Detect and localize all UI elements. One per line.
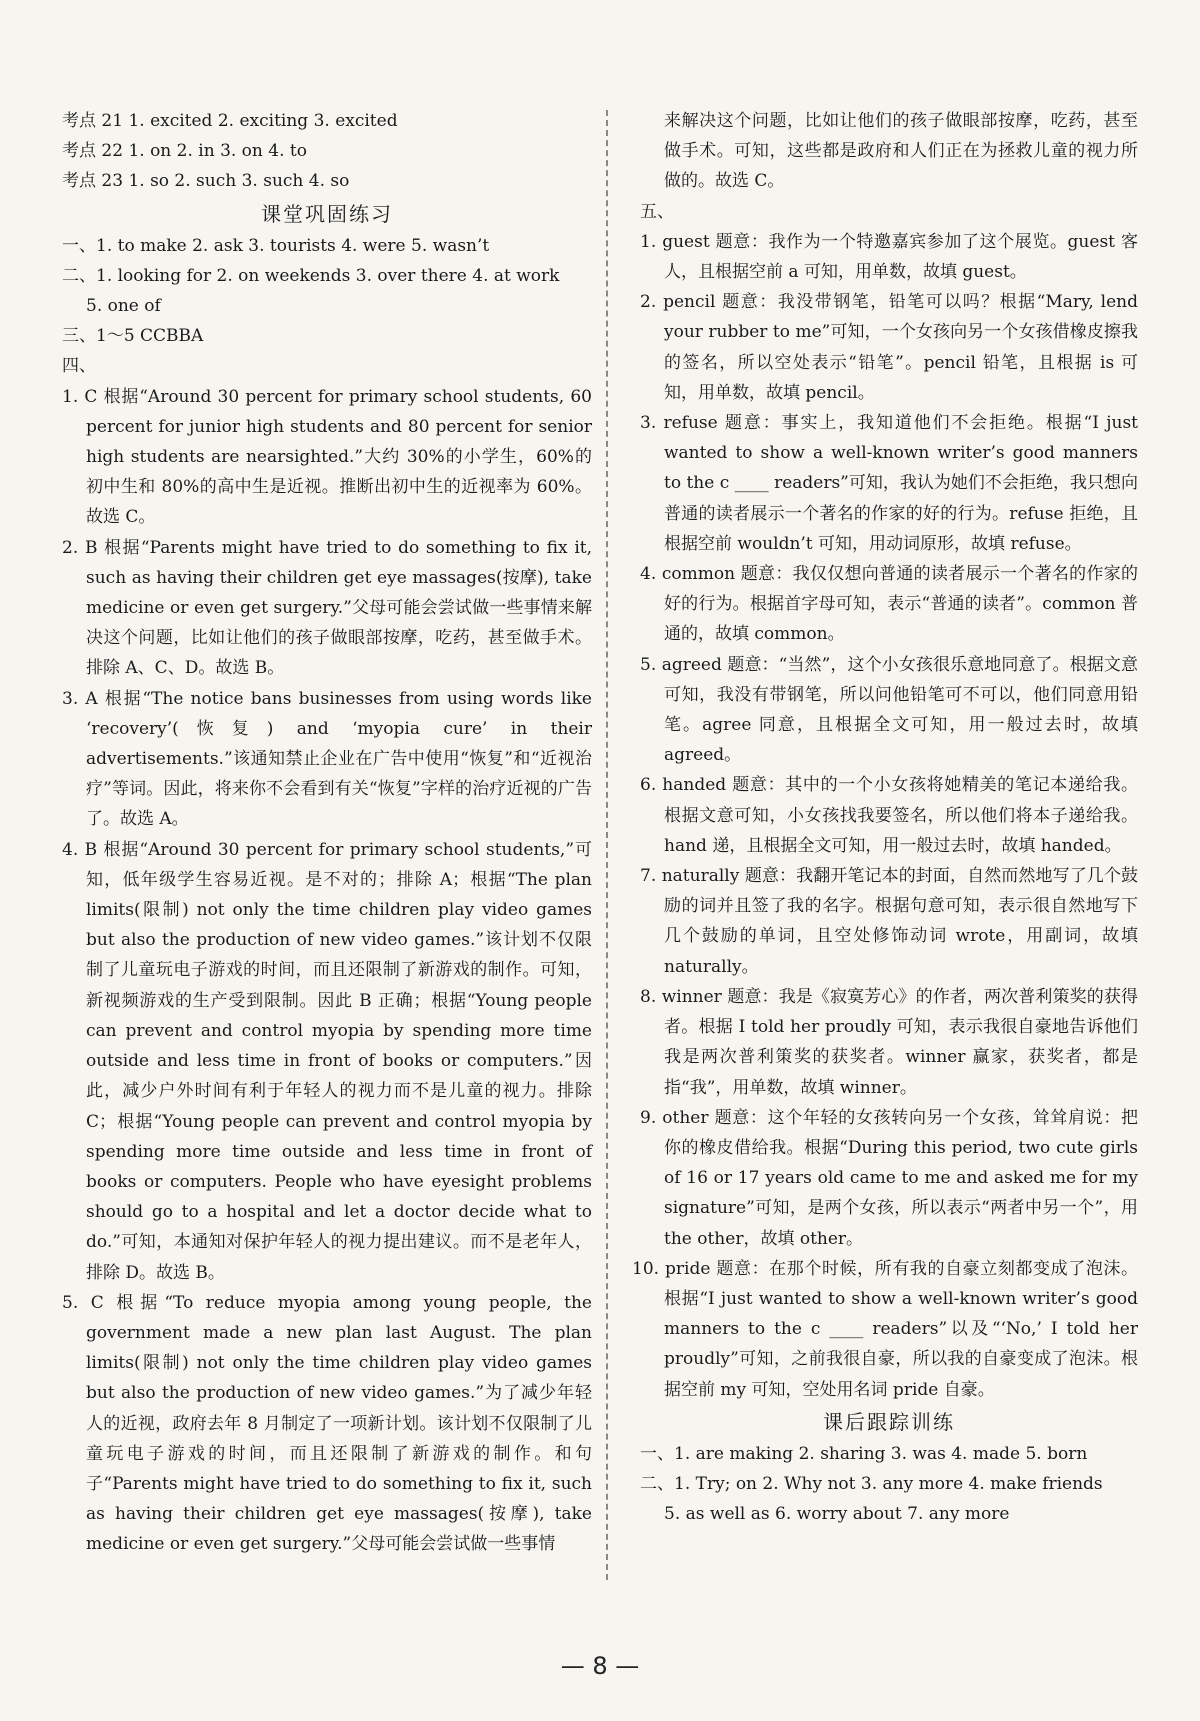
answer-line-part-2-cont: 5. one of bbox=[86, 296, 161, 317]
explanation-item-1: 1. C 根据“Around 30 percent for primary school students, 60 percent for junior high students and 80 percent for senior high students are nearsighted.”大约 30%的小学生，60%的初中生和 80%的高中生是近视。推断出初中生的近视率为 60%。故选 C。 bbox=[62, 386, 592, 528]
answer-line-kaodian-22: 考点 22 1. on 2. in 3. on 4. to bbox=[62, 141, 307, 162]
right-column bbox=[632, 106, 1138, 1529]
explanation-item-5-cont: 来解决这个问题，比如让他们的孩子做眼部按摩，吃药，甚至做手术。可知，这些都是政府和人们正在为拯救儿童的视力所做的。故选 C。 bbox=[664, 111, 1138, 192]
fill-item-3: 3. refuse 题意：事实上，我知道他们不会拒绝。根据“I just wanted to show a well-known writer’s good manners to the c ____ readers”可知，我认为她们不会拒绝，我只想向普通的读者展示一个著名的作家的好的行为。refuse 拒绝，且根据空前 wouldn’t 可知，用动词原形，故填 refuse。 bbox=[640, 413, 1138, 554]
section-title-after-class-training: 课后跟踪训练 bbox=[823, 1409, 955, 1434]
column-divider bbox=[606, 110, 608, 1580]
fill-item-6: 6. handed 题意：其中的一个小女孩将她精美的笔记本递给我。根据文意可知，小女孩找我要签名，所以他们将本子递给我。hand 递，且根据全文可知，用一般过去时，故填 handed。 bbox=[640, 775, 1138, 856]
explanation-item-3: 3. A 根据“The notice bans businesses from using words like ‘recovery’(恢复) and ‘myopia cure’ in their advertisements.”该通知禁止企业在广告中使用“恢复”和“近视治疗”等词。因此，将来你不会看到有关“恢复”字样的治疗近视的广告了。故选 A。 bbox=[62, 688, 592, 830]
part-5-heading: 五、 bbox=[640, 201, 674, 222]
explanation-item-4: 4. B 根据“Around 30 percent for primary school students,”可知，低年级学生容易近视。是不对的；排除 A；根据“The plan limits(限制) not only the time children play video games but also the production of new video games.”该计划不仅限制了儿童玩电子游戏的时间，而且还限制了新游戏的制作。可知，新视频游戏的生产受到限制。因此 B 正确；根据“Young people can prevent and control myopia by spending more time outside and less time in front of books or computers.”因此，减少户外时间有利于年轻人的视力而不是儿童的视力。排除 C；根据“Young people can prevent and control myopia by spending more time outside and less time in front of books or computers. People who have eyesight problems should go to a hospital and let a doctor decide what to do.”可知，本通知对保护年轻人的视力提出建议。而不是老年人，排除 D。故选 B。 bbox=[62, 839, 592, 1283]
part-4-heading: 四、 bbox=[62, 356, 96, 377]
answer-line-kaodian-23: 考点 23 1. so 2. such 3. such 4. so bbox=[62, 171, 350, 192]
fill-item-1: 1. guest 题意：我作为一个特邀嘉宾参加了这个展览。guest 客人，且根据空前 a 可知，用单数，故填 guest。 bbox=[640, 231, 1138, 283]
explanation-item-5: 5. C 根据“To reduce myopia among young people, the government made a new plan last August. The plan limits(限制) not only the time children play video games but also the production of new video games.”为了减少年轻人的近视，政府去年 8 月制定了一项新计划。该计划不仅限制了儿童玩电子游戏的时间，而且还限制了新游戏的制作。和句子“Parents might have tried to do something to fix it, such as having their children get eye massages(按摩), take medicine or even get surgery.”父母可能会尝试做一些事情 bbox=[62, 1292, 592, 1555]
fill-item-8: 8. winner 题意：我是《寂寞芳心》的作者，两次普利策奖的获得者。根据 I told her proudly 可知，表示我很自豪地告诉他们我是两次普利策奖的获奖者。winner 赢家，获奖者，都是指“我”，用单数，故填 winner。 bbox=[640, 986, 1138, 1098]
training-line-part-1: 一、1. are making 2. sharing 3. was 4. made 5. born bbox=[640, 1443, 1088, 1464]
answer-line-part-2: 二、1. looking for 2. on weekends 3. over there 4. at work bbox=[62, 265, 560, 286]
left-column bbox=[62, 106, 592, 1560]
fill-item-4: 4. common 题意：我仅仅想向普通的读者展示一个著名的作家的好的行为。根据首字母可知，表示“普通的读者”。common 普通的，故填 common。 bbox=[640, 564, 1138, 645]
fill-item-9: 9. other 题意：这个年轻的女孩转向另一个女孩，耸耸肩说：把你的橡皮借给我。根据“During this period, two cute girls of 16 or 17 years old came to me and asked me for my signature”可知，是两个女孩，所以表示“两者中另一个”，用 the other，故填 other。 bbox=[640, 1107, 1138, 1249]
answer-line-part-3: 三、1～5 CCBBA bbox=[62, 326, 204, 347]
page-number: — 8 — bbox=[560, 1652, 640, 1680]
fill-item-2: 2. pencil 题意：我没带钢笔，铅笔可以吗？根据“Mary, lend your rubber to me”可知，一个女孩向另一个女孩借橡皮擦我的签名，所以空处表示“铅笔”。pencil 铅笔，且根据 is 可知，用单数，故填 pencil。 bbox=[640, 292, 1138, 403]
fill-item-10: 10. pride 题意：在那个时候，所有我的自豪立刻都变成了泡沫。根据“I just wanted to show a well-known writer’s good manners to the c ____ readers”以及“‘No,’ I told her proudly”可知，之前我很自豪，所以我的自豪变成了泡沫。根据空前 my 可知，空处用名词 pride 自豪。 bbox=[632, 1258, 1138, 1400]
training-line-part-2: 二、1. Try; on 2. Why not 3. any more 4. make friends bbox=[640, 1473, 1103, 1494]
answer-line-part-1: 一、1. to make 2. ask 3. tourists 4. were 5. wasn’t bbox=[62, 235, 490, 256]
fill-item-5: 5. agreed 题意：“当然”，这个小女孩很乐意地同意了。根据文意可知，我没有带钢笔，所以问他铅笔可不可以，他们同意用铅笔。agree 同意，且根据全文可知，用一般过去时，故填 agreed。 bbox=[640, 654, 1138, 766]
training-line-part-2-cont: 5. as well as 6. worry about 7. any more bbox=[664, 1504, 1010, 1525]
section-title-classroom-practice: 课堂巩固练习 bbox=[261, 201, 393, 226]
answer-line-kaodian-21: 考点 21 1. excited 2. exciting 3. excited bbox=[62, 111, 398, 131]
explanation-item-2: 2. B 根据“Parents might have tried to do something to fix it, such as having their children get eye massages(按摩), take medicine or even get surgery.”父母可能会尝试做一些事情来解决这个问题，比如让他们的孩子做眼部按摩，吃药，甚至做手术。排除 A、C、D。故选 B。 bbox=[62, 537, 592, 679]
fill-item-7: 7. naturally 题意：我翻开笔记本的封面，自然而然地写了几个鼓励的词并且签了我的名字。根据句意可知，表示很自然地写下几个鼓励的单词，且空处修饰动词 wrote，用副词，故填 naturally。 bbox=[640, 866, 1138, 977]
